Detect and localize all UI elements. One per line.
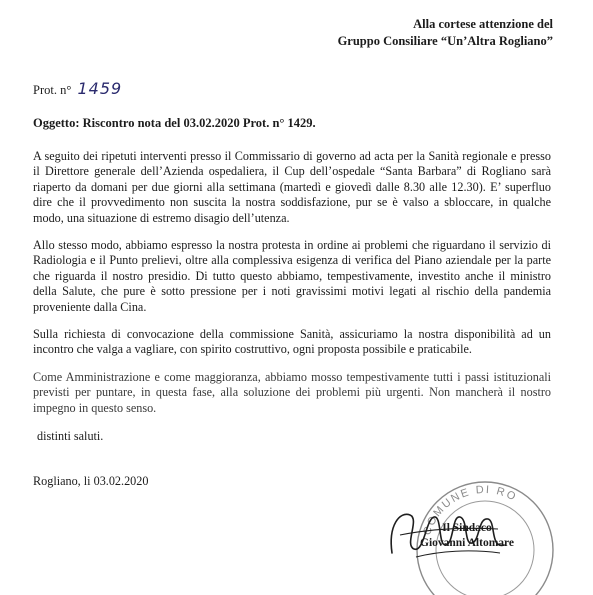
protocol-number: 1459 [77,79,123,98]
recipient-line-1: Alla cortese attenzione del [413,17,553,31]
letter-body [33,149,551,428]
subject-line: Oggetto: Riscontro nota del 03.02.2020 Prot. n° 1429. [33,116,316,130]
paragraph-2: Allo stesso modo, abbiamo espresso la nostra protesta in ordine ai problemi che riguardano il servizio di Radiologia e il Punto prelievi, oltre alla complessiva esigenza di verifica del Piano aziendale per la parte che riguarda il nostro presidio. Di tutto questo abbiamo, tempestivamente, investito anche il ministro della Salute, che pure è sotto pressione per i noti gravissimi motivi legati al rischio della pandemia proveniente dalla Cina. [33,238,551,314]
stamp-text: COMUNE DI RO [421,483,520,537]
signature-role: Il Sindaco [442,522,492,534]
closing-salutation: distinti saluti. [37,429,104,443]
protocol-label: Prot. n° [33,83,72,97]
paragraph-3: Sulla richiesta di convocazione della commissione Sanità, assicuriamo la nostra disponibilità ad un incontro che valga a vagliare, con spirito costruttivo, ogni proposta possibile e praticabile. [33,327,551,357]
place-date: Rogliano, li 03.02.2020 [33,474,149,488]
paragraph-1: A seguito dei ripetuti interventi presso il Commissario di governo ad acta per la Sanità regionale e presso il Direttore generale dell’Azienda ospedaliera, il Cup dell’ospedale “Santa Barbara” di Rogliano sarà riaperto da domani per due giorni alla settimana (martedì e giovedì dalle 8.30 alle 12.30). E’ superfluo dire che il provvedimento non suscita la nostra soddisfazione, pur se è valso a sbloccare, in qualche modo, una situazione di estremo disagio dell’utenza. [33,149,551,225]
recipient-block [338,16,553,50]
signature-name: Giovanni Altomare [420,537,515,549]
paragraph-4: Come Amministrazione e come maggioranza, abbiamo mosso tempestivamente tutti i passi istituzionali previsti per puntare, in questa fase, alla soluzione dei problemi più urgenti. Non mancherà il nostro impegno in questo senso. [33,369,551,415]
signature-block [420,521,514,551]
protocol-line [33,79,122,98]
recipient-line-2: Gruppo Consiliare “Un’Altra Rogliano” [337,34,553,48]
